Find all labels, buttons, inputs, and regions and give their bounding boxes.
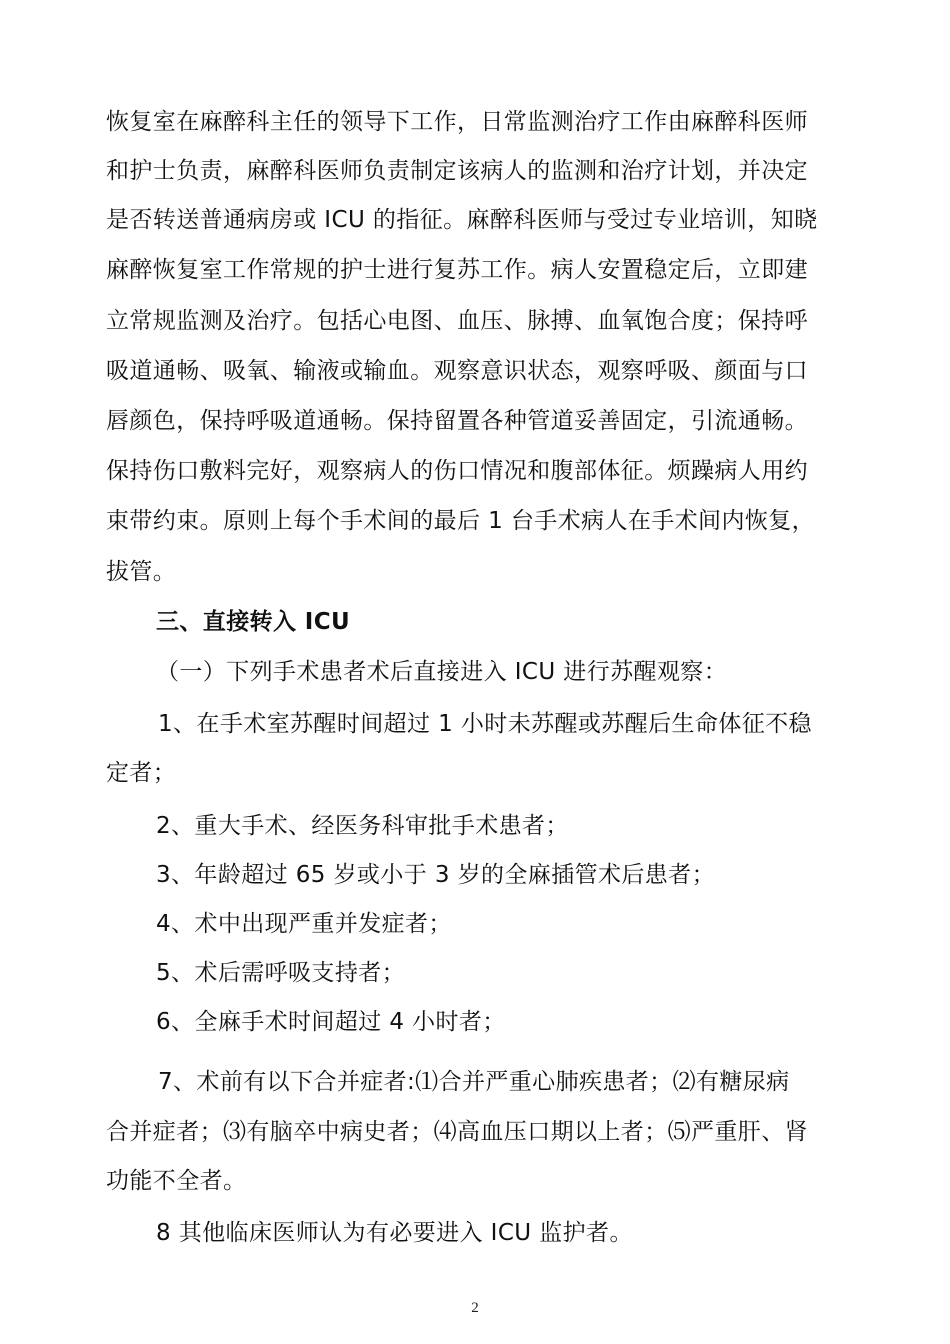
paragraph-line: 是否转送普通病房或 ICU 的指征。麻醉科医师与受过专业培训，知晓 xyxy=(106,207,818,233)
list-item: 5、术后需呼吸支持者； xyxy=(156,960,406,986)
list-item: 8 其他临床医师认为有必要进入 ICU 监护者。 xyxy=(156,1220,633,1246)
section-heading: 三、直接转入 ICU xyxy=(156,609,351,635)
paragraph-line: 拔管。 xyxy=(106,559,177,585)
paragraph-line: 吸道通畅、吸氧、输液或输血。观察意识状态，观察呼吸、颜面与口 xyxy=(106,358,808,384)
list-item: 2、重大手术、经医务科审批手术患者； xyxy=(156,813,569,839)
list-item-line: 合并症者；⑶有脑卒中病史者；⑷高血压口期以上者；⑸严重肝、肾 xyxy=(106,1119,808,1145)
subsection-heading: （一）下列手术患者术后直接进入 ICU 进行苏醒观察： xyxy=(156,659,728,685)
page-number: 2 xyxy=(471,1300,479,1316)
paragraph-line: 束带约束。原则上每个手术间的最后 1 台手术病人在手术间内恢复， xyxy=(106,508,816,534)
paragraph-line: 保持伤口敷料完好，观察病人的伤口情况和腹部体征。烦躁病人用约 xyxy=(106,458,808,484)
list-item-line: 功能不全者。 xyxy=(106,1168,247,1194)
list-item: 3、年龄超过 65 岁或小于 3 岁的全麻插管术后患者； xyxy=(156,862,715,888)
paragraph-line: 和护士负责，麻醉科医师负责制定该病人的监测和治疗计划，并决定 xyxy=(106,158,808,184)
list-item-line: 定者； xyxy=(106,760,177,786)
paragraph-line: 立常规监测及治疗。包括心电图、血压、脉搏、血氧饱合度；保持呼 xyxy=(106,308,808,334)
paragraph-line: 唇颜色，保持呼吸道通畅。保持留置各种管道妥善固定，引流通畅。 xyxy=(106,408,808,434)
list-item: 6、全麻手术时间超过 4 小时者； xyxy=(156,1009,506,1035)
paragraph-line: 麻醉恢复室工作常规的护士进行复苏工作。病人安置稳定后，立即建 xyxy=(106,257,808,283)
list-item-line: 1、在手术室苏醒时间超过 1 小时未苏醒或苏醒后生命体征不稳 xyxy=(158,711,812,737)
list-item-line: 7、术前有以下合并症者:⑴合并严重心肺疾患者；⑵有糖尿病 xyxy=(158,1069,790,1095)
paragraph-line: 恢复室在麻醉科主任的领导下工作，日常监测治疗工作由麻醉科医师 xyxy=(106,109,808,135)
list-item: 4、术中出现严重并发症者； xyxy=(156,911,452,937)
